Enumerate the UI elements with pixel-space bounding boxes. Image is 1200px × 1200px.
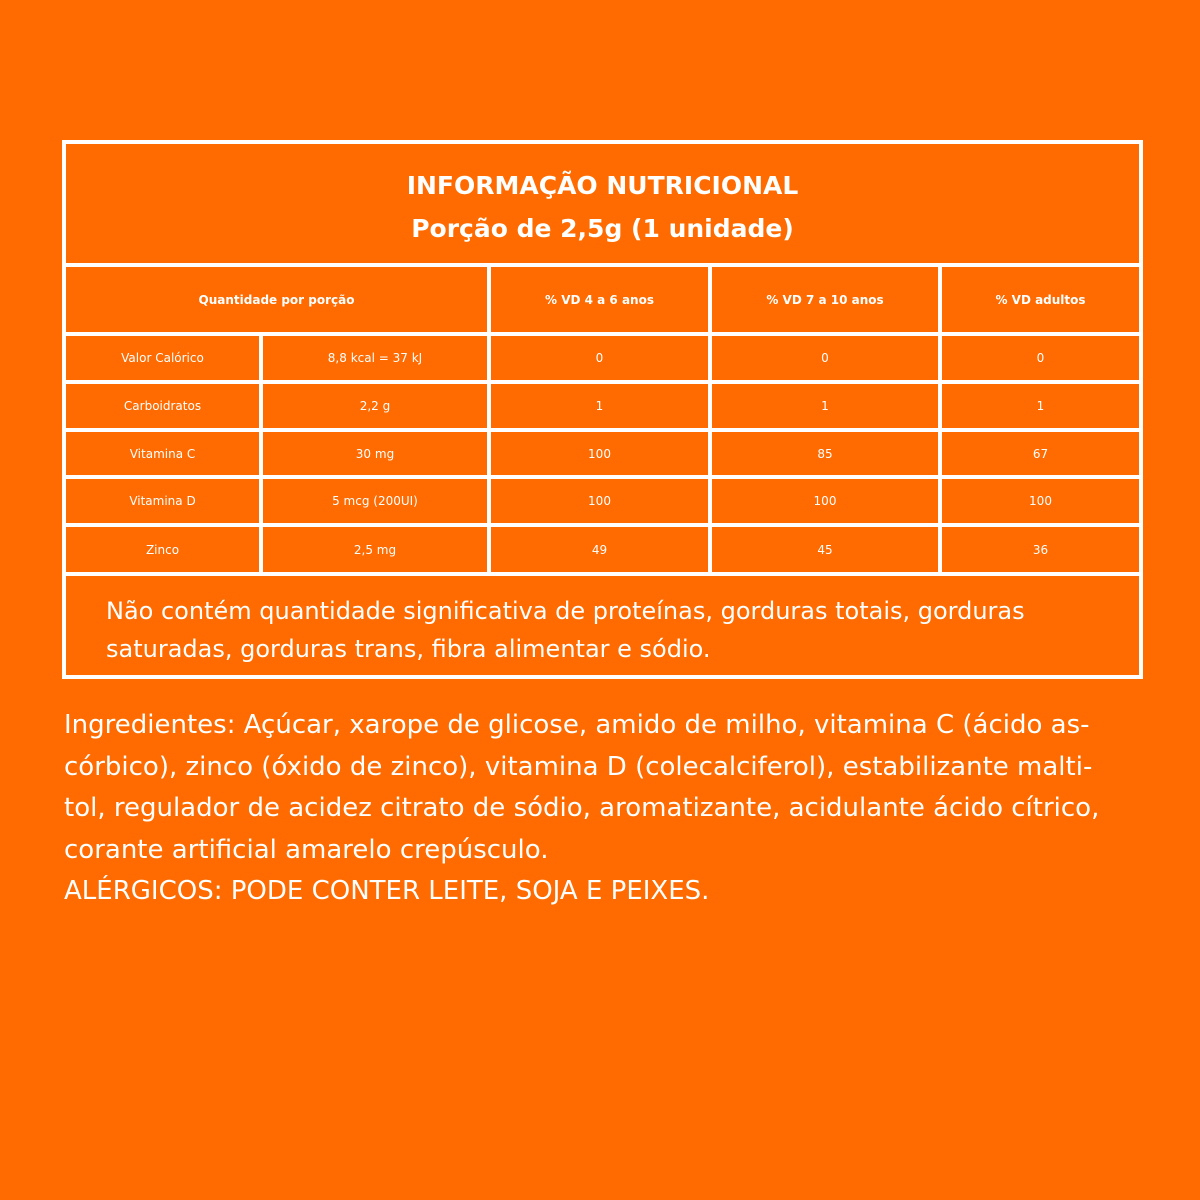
table-footnote [106, 592, 1116, 668]
table-cell-vd-7-10: 45 [817, 542, 833, 557]
table-cell-nutrient: Carboidratos [123, 399, 202, 413]
table-cell-vd-adults: 100 [1029, 494, 1052, 508]
table-cell-nutrient: Vitamina C [129, 446, 196, 461]
header-quantity: Quantidade por porção [198, 292, 355, 307]
table-cell-nutrient: Valor Calórico [121, 351, 204, 365]
header-vd-adults: % VD adultos [995, 292, 1086, 307]
header-vd-4-6: % VD 4 a 6 anos [545, 292, 654, 307]
table-cell-vd-adults: 36 [1032, 542, 1049, 557]
table-cell-amount: 30 mg [355, 446, 395, 461]
table-cell-nutrient: Zinco [145, 542, 180, 557]
table-cell-vd-4-6: 0 [595, 351, 604, 365]
table-cell-vd-7-10: 0 [821, 351, 829, 365]
table-cell-vd-4-6: 100 [588, 446, 611, 461]
footnote-line: saturadas, gorduras trans, fibra alimentar e sódio. [106, 635, 711, 663]
table-cell-vd-7-10: 85 [817, 446, 833, 461]
divider-footnote [66, 572, 1139, 576]
table-cell-nutrient: Vitamina D [129, 494, 196, 508]
table-cell-amount: 5 mcg (200UI) [332, 494, 418, 508]
ingredients-line: Ingredientes: Açúcar, xarope de glicose, amido de milho, vitamina C (ácido as- [64, 710, 1090, 740]
nutrition-facts-table [62, 140, 1143, 679]
serving-size: Porção de 2,5g (1 unidade) [411, 214, 794, 243]
table-cell-vd-adults: 67 [1032, 446, 1049, 461]
table-cell-vd-adults: 0 [1036, 351, 1045, 365]
table-cell-vd-7-10: 1 [821, 399, 829, 413]
ingredients-section [64, 705, 1144, 913]
table-cell-vd-7-10: 100 [813, 494, 837, 508]
header-vd-7-10: % VD 7 a 10 anos [766, 292, 884, 307]
table-cell-vd-adults: 1 [1036, 399, 1045, 413]
table-cell-amount: 8,8 kcal = 37 kJ [327, 351, 423, 365]
table-title-block [66, 144, 1139, 265]
ingredients-line: tol, regulador de acidez citrato de sódio, aromatizante, acidulante ácido cítrico, [64, 793, 1100, 823]
footnote-line: Não contém quantidade significativa de proteínas, gorduras totais, gorduras [106, 597, 1025, 625]
table-cell-vd-4-6: 1 [595, 399, 604, 413]
table-cell-amount: 2,2 g [359, 399, 391, 413]
table-cell-amount: 2,5 mg [353, 542, 397, 557]
ingredients-line: córbico), zinco (óxido de zinco), vitamina D (colecalciferol), estabilizante malti- [64, 751, 1093, 782]
allergens-warning: ALÉRGICOS: PODE CONTER LEITE, SOJA E PEIXES. [64, 876, 710, 906]
ingredients-line: corante artificial amarelo crepúsculo. [64, 834, 549, 865]
table-cell-vd-4-6: 49 [591, 542, 608, 557]
table-title: INFORMAÇÃO NUTRICIONAL [406, 171, 799, 200]
table-cell-vd-4-6: 100 [588, 494, 611, 508]
